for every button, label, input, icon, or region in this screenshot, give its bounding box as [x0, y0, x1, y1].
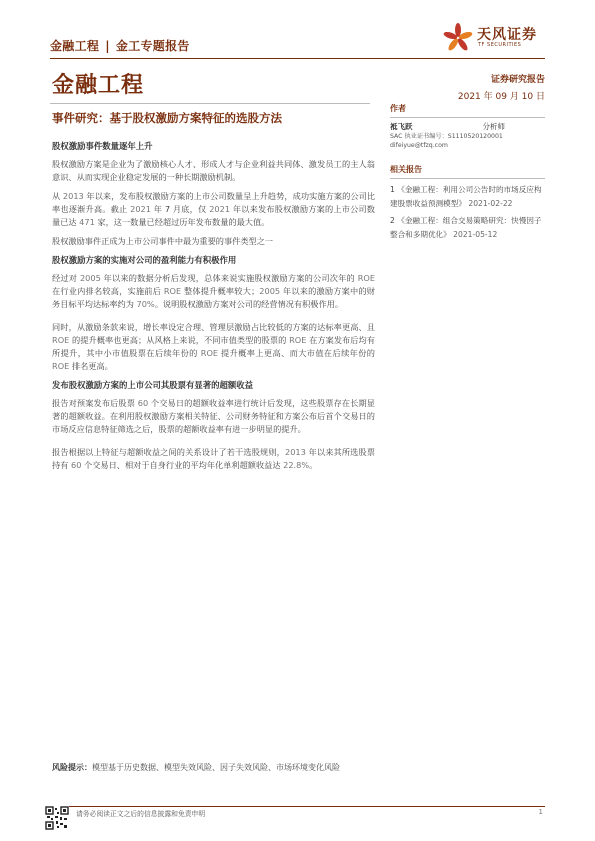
- paragraph: [52, 397, 375, 436]
- author-label: 作者: [390, 103, 545, 118]
- author-name: 袛飞跃: [390, 122, 413, 131]
- paragraph: 股权激励方案是企业为了激励核心人才、形成人才与企业利益共同体、激发员工的主人翁意识、从而实现企业稳定发展的一种长期激励机制。: [52, 159, 375, 182]
- text-run: 家，这一数量已经超过历年发布数量的最大值。: [94, 217, 270, 227]
- number: 2005: [259, 286, 281, 296]
- number: 2013: [62, 191, 84, 201]
- number: ROE: [289, 335, 307, 345]
- number: 70%: [136, 299, 155, 309]
- number: 22.8%: [283, 460, 310, 470]
- text-run: 年 7 月底，仅: [150, 204, 210, 214]
- text-run: 在行业内排名较高，实施前后: [52, 286, 164, 296]
- qr-code-icon: [45, 806, 69, 830]
- number: 2005: [79, 273, 101, 283]
- text-run: 年以来发布股权激励方案的上市公司数量已达: [52, 204, 375, 227]
- header-divider: [50, 58, 545, 59]
- risk-label: 风险提示：: [52, 763, 92, 772]
- related-report-item[interactable]: [390, 214, 545, 241]
- text-run: 年以来的数据分析后发现，总体来说实施股权激励方案的公司次年的: [100, 273, 358, 283]
- text-run: 报告根据以上特征与超额收益之间的关系设计了若干选股规则，: [52, 447, 285, 457]
- report-body: [52, 140, 375, 478]
- number: ROE: [200, 348, 219, 358]
- related-report-title[interactable]: 1 《金融工程：利用公司公告时的市场反应构建股票收益预测模型》: [390, 185, 542, 208]
- author-cert: SAC 执业证书编号：S1110520120001: [390, 133, 503, 140]
- risk-warning: [52, 762, 377, 775]
- text-run: 年以来，发布股权激励方案的上市公司数量呈上升趋势，成功实施方案的公司比率也逐渐升高。截止: [52, 191, 376, 214]
- footer-disclaimer: 请务必阅读正文之后的信息披露和免责申明: [76, 810, 206, 818]
- logo-text: 天风证券: [477, 27, 537, 43]
- text-run: 从: [52, 191, 63, 201]
- header-category: 金工专题报告: [115, 39, 190, 53]
- related-report-date: 2021-02-22: [468, 198, 513, 208]
- text-run: 个交易日、相对于自身行业的平均年化单利超额收益达: [81, 460, 284, 470]
- footer-divider: [50, 806, 545, 807]
- number: 60: [137, 398, 149, 408]
- number: 2021: [209, 204, 231, 214]
- header-section: 金融工程: [50, 39, 100, 53]
- number: 2013: [284, 447, 306, 457]
- number: 2021: [130, 204, 151, 214]
- author-row: [390, 122, 505, 132]
- text-run: 个交易日的超额收益率进行统计后发现，这些股票存在长期显著的超额收益。在利用股权激励方案相关特征、公司财务特征和方案公布后首个交易日的市场反应信息特征筛选之后，股票的超额收益率有进一步明显的提升。: [52, 398, 375, 434]
- text-run: 提升概率上更高、而大市值在后续年份的: [218, 348, 375, 358]
- text-run: 。说明股权激励方案对公司的经营情况有积极作用。: [154, 299, 344, 309]
- paragraph: [52, 446, 375, 472]
- paragraph: [52, 272, 375, 311]
- text-run: 经过对: [52, 273, 80, 283]
- text-run: 报告对预案发布后股票: [52, 398, 138, 408]
- report-big-title: 金融工程: [52, 73, 145, 98]
- related-report-date: 2021-05-12: [453, 229, 498, 239]
- related-report-item[interactable]: [390, 183, 545, 210]
- text-run: 排名更高。: [69, 361, 113, 371]
- header-separator: |: [105, 39, 110, 53]
- text-run: 年以来其所选股票持有: [52, 447, 375, 470]
- text-run: 在方案发布后均有所提升，其中小市值股票在后续年份的: [52, 335, 375, 358]
- number: ROE: [52, 361, 70, 371]
- author-email[interactable]: difeiyue@tfzq.com: [390, 142, 448, 149]
- number: 60: [70, 460, 82, 470]
- report-date: 2021 年 09 月 10 日: [457, 92, 545, 102]
- text-run: 。: [309, 460, 318, 470]
- text-run: 同时，从激励条款来说，增长率设定合理、管理层激励占比较低的方案的达标率更高、且: [52, 322, 375, 332]
- text-run: 年以来的激励方案中的财务目标平均达标率约为: [52, 286, 375, 309]
- section-heading: 发布股权激励方案的上市公司其股票有显著的超额收益: [52, 380, 253, 390]
- logo-subtext: TF SECURITIES: [478, 42, 522, 48]
- logo-petal: [456, 37, 469, 52]
- report-subtitle: 事件研究：基于股权激励方案特征的选股方法: [52, 111, 282, 125]
- report-type: 证券研究报告: [490, 75, 545, 85]
- risk-text: 模型基于历史数据、模型失效风险、因子失效风险、市场环境变化风险: [92, 763, 340, 772]
- title-divider: [50, 103, 370, 104]
- logo-petal: [447, 37, 460, 52]
- section-heading: 股权激励方案的实施对公司的盈利能力有积极作用: [52, 255, 237, 265]
- header-breadcrumb: [50, 37, 190, 54]
- paragraph: [52, 321, 375, 373]
- section-heading: 股权激励事件数量逐年上升: [52, 141, 153, 151]
- text-run: 的提升概率也更高；从风格上来说，不同市值类型的股票的: [69, 335, 290, 345]
- text-run: 整体提升概率较大；: [181, 286, 260, 296]
- paragraph: [52, 190, 375, 229]
- number: ROE: [163, 286, 182, 296]
- number: ROE: [52, 335, 70, 345]
- author-role: 分析师: [482, 122, 505, 131]
- paragraph: 股权激励事件正成为上市公司事件中最为重要的事件类型之一: [52, 236, 274, 246]
- logo-petal: [455, 23, 461, 37]
- number: 471: [79, 217, 95, 227]
- sidebar: [390, 103, 545, 245]
- related-reports-label: 相关报告: [390, 164, 545, 179]
- number: ROE: [357, 273, 375, 283]
- page-number: 1: [538, 808, 543, 816]
- related-report-title[interactable]: 2 《金融工程：组合交易策略研究：快慢因子整合和多期优化》: [390, 216, 542, 239]
